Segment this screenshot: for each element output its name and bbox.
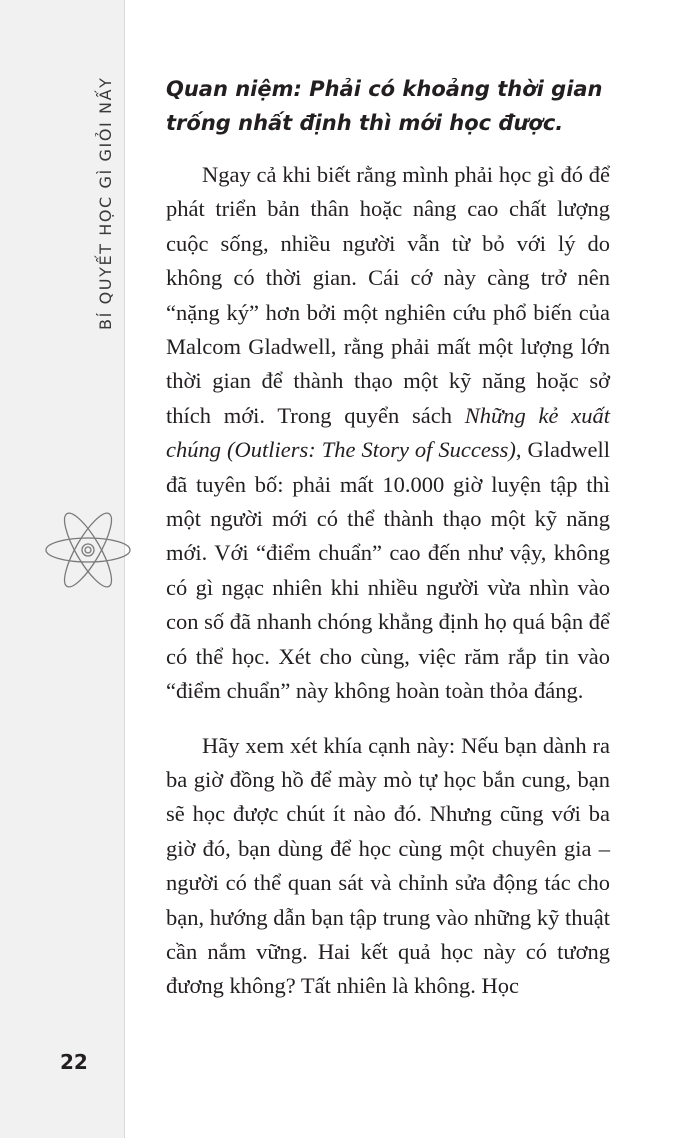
- page-number: 22: [60, 1050, 88, 1074]
- page-body: [166, 72, 610, 1004]
- section-heading: Quan niệm: Phải có khoảng thời gian trống nhất định thì mới học được.: [166, 77, 603, 135]
- body-paragraph: [166, 158, 610, 709]
- paragraph-text: , Gladwell đã tuyên bố: phải mất 10.000 giờ luyện tập thì một người mới có thể thành thạo một kỹ năng mới. Với “điểm chuẩn” cao đến như vậy, không có gì ngạc nhiên khi nhiều người vừa nhìn vào con số đã nhanh chóng khẳng định họ quá bận để có thể học. Xét cho cùng, việc răm rắp tin vào “điểm chuẩn” này không hoàn toàn thỏa đáng.: [166, 437, 610, 704]
- paragraph-text: Ngay cả khi biết rằng mình phải học gì đó để phát triển bản thân hoặc nâng cao chất lượng cuộc sống, nhiều người vẫn từ bỏ với lý do không có thời gian. Cái cớ này càng trở nên “nặng ký” hơn bởi một nghiên cứu phổ biến của Malcom Gladwell, rằng phải mất một lượng lớn thời gian để thành thạo một kỹ năng hoặc sở thích mới. Trong quyển sách: [166, 162, 610, 428]
- book-title: Những kẻ xuất chúng (Outliers: The Story of Success): [166, 402, 610, 463]
- running-header: BÍ QUYẾT HỌC GÌ GIỎI NẤY: [96, 76, 115, 330]
- atom-icon: [42, 510, 134, 590]
- body-paragraph: Hãy xem xét khía cạnh này: Nếu bạn dành ra ba giờ đồng hồ để mày mò tự học bắn cung, bạn sẽ học được chút ít nào đó. Nhưng cũng với ba giờ đó, bạn dùng để học cùng một chuyên gia – người có thể quan sát và chỉnh sửa động tác cho bạn, hướng dẫn bạn tập trung vào những kỹ thuật cần nắm vững. Hai kết quả học này có tương đương không? Tất nhiên là không. Học: [166, 732, 610, 999]
